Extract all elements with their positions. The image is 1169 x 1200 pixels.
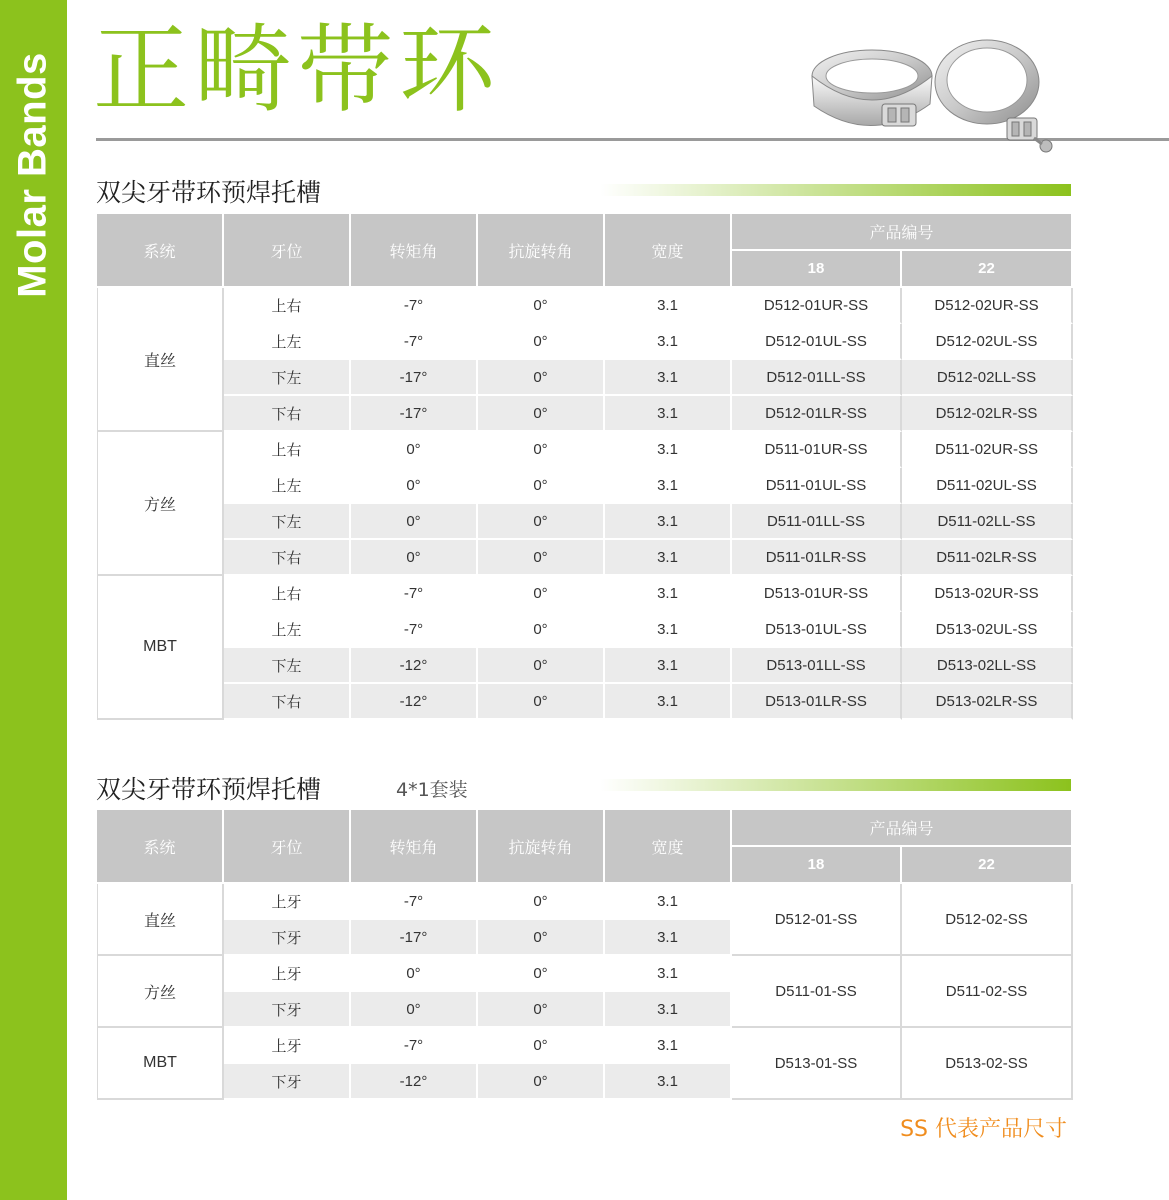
torque-cell: -7° <box>351 1028 478 1064</box>
table-row <box>97 324 1073 360</box>
width-cell: 3.1 <box>605 920 732 956</box>
anti-rotation-cell: 0° <box>478 612 605 648</box>
section2-subtitle: 4*1套装 <box>396 779 468 801</box>
product-code-22-cell: D511-02-SS <box>902 956 1073 1028</box>
product-code-18-cell: D513-01UR-SS <box>732 576 902 612</box>
molar-bands-illustration <box>802 34 1062 164</box>
anti-rotation-cell: 0° <box>478 288 605 324</box>
table-row <box>97 540 1073 576</box>
position-cell: 下牙 <box>224 920 351 956</box>
torque-cell: -7° <box>351 612 478 648</box>
anti-rotation-cell: 0° <box>478 684 605 720</box>
anti-rotation-cell: 0° <box>478 396 605 432</box>
product-code-18-cell: D513-01LL-SS <box>732 648 902 684</box>
table-row <box>97 432 1073 468</box>
size-footnote: SS 代表产品尺寸 <box>900 1117 1067 1142</box>
product-code-22-cell: D513-02LR-SS <box>902 684 1073 720</box>
table-row <box>97 1028 1073 1064</box>
width-cell: 3.1 <box>605 956 732 992</box>
position-cell: 下左 <box>224 648 351 684</box>
width-cell: 3.1 <box>605 468 732 504</box>
section2-accent-bar <box>600 779 1071 791</box>
band-left-icon <box>812 50 932 126</box>
product-code-22-cell: D512-02-SS <box>902 884 1073 956</box>
torque-cell: -17° <box>351 920 478 956</box>
system-cell: 直丝 <box>97 288 224 432</box>
width-cell: 3.1 <box>605 992 732 1028</box>
anti-rotation-cell: 0° <box>478 648 605 684</box>
anti-rotation-cell: 0° <box>478 540 605 576</box>
torque-cell: -12° <box>351 1064 478 1100</box>
system-cell: 方丝 <box>97 432 224 576</box>
header-size-22: 22 <box>902 847 1073 884</box>
header-torque: 转矩角 <box>351 810 478 884</box>
product-code-18-cell: D512-01UR-SS <box>732 288 902 324</box>
section2-table <box>97 810 1073 1100</box>
anti-rotation-cell: 0° <box>478 956 605 992</box>
product-code-22-cell: D512-02UL-SS <box>902 324 1073 360</box>
product-code-18-cell: D512-01-SS <box>732 884 902 956</box>
header-system: 系统 <box>97 214 224 288</box>
width-cell: 3.1 <box>605 884 732 920</box>
header-size-18: 18 <box>732 847 902 884</box>
header-width: 宽度 <box>605 214 732 288</box>
position-cell: 下右 <box>224 540 351 576</box>
product-code-18-cell: D513-01LR-SS <box>732 684 902 720</box>
header-product-code: 产品编号 <box>732 810 1073 847</box>
table-row <box>97 396 1073 432</box>
torque-cell: -17° <box>351 396 478 432</box>
position-cell: 上牙 <box>224 1028 351 1064</box>
band-right-icon <box>935 40 1052 152</box>
width-cell: 3.1 <box>605 540 732 576</box>
product-code-22-cell: D511-02UL-SS <box>902 468 1073 504</box>
header-size-18: 18 <box>732 251 902 288</box>
product-code-22-cell: D513-02UR-SS <box>902 576 1073 612</box>
section1-title: 双尖牙带环预焊托槽 <box>96 178 322 207</box>
product-code-22-cell: D511-02LL-SS <box>902 504 1073 540</box>
torque-cell: -7° <box>351 324 478 360</box>
section1-accent-bar <box>600 184 1071 196</box>
position-cell: 下牙 <box>224 1064 351 1100</box>
header-anti-rotation: 抗旋转角 <box>478 214 605 288</box>
product-code-22-cell: D513-02LL-SS <box>902 648 1073 684</box>
table-row <box>97 648 1073 684</box>
torque-cell: -7° <box>351 576 478 612</box>
position-cell: 上牙 <box>224 956 351 992</box>
product-code-18-cell: D512-01UL-SS <box>732 324 902 360</box>
torque-cell: -12° <box>351 648 478 684</box>
position-cell: 上左 <box>224 468 351 504</box>
width-cell: 3.1 <box>605 324 732 360</box>
header-product-code: 产品编号 <box>732 214 1073 251</box>
position-cell: 上右 <box>224 288 351 324</box>
product-code-22-cell: D512-02LL-SS <box>902 360 1073 396</box>
table-row <box>97 884 1073 920</box>
section2-title: 双尖牙带环预焊托槽 <box>96 775 322 804</box>
torque-cell: 0° <box>351 540 478 576</box>
width-cell: 3.1 <box>605 612 732 648</box>
table-row <box>97 956 1073 992</box>
product-code-22-cell: D511-02LR-SS <box>902 540 1073 576</box>
product-code-18-cell: D511-01LL-SS <box>732 504 902 540</box>
width-cell: 3.1 <box>605 648 732 684</box>
width-cell: 3.1 <box>605 1028 732 1064</box>
width-cell: 3.1 <box>605 360 732 396</box>
product-code-22-cell: D511-02UR-SS <box>902 432 1073 468</box>
header-size-22: 22 <box>902 251 1073 288</box>
side-label: Molar Bands <box>10 52 55 298</box>
position-cell: 上右 <box>224 432 351 468</box>
torque-cell: 0° <box>351 956 478 992</box>
product-code-18-cell: D511-01UL-SS <box>732 468 902 504</box>
table-row <box>97 504 1073 540</box>
anti-rotation-cell: 0° <box>478 576 605 612</box>
width-cell: 3.1 <box>605 1064 732 1100</box>
table-row <box>97 468 1073 504</box>
product-code-22-cell: D513-02-SS <box>902 1028 1073 1100</box>
system-cell: MBT <box>97 1028 224 1100</box>
anti-rotation-cell: 0° <box>478 504 605 540</box>
anti-rotation-cell: 0° <box>478 468 605 504</box>
position-cell: 下左 <box>224 360 351 396</box>
header-position: 牙位 <box>224 214 351 288</box>
product-code-18-cell: D512-01LR-SS <box>732 396 902 432</box>
position-cell: 下右 <box>224 684 351 720</box>
torque-cell: -17° <box>351 360 478 396</box>
width-cell: 3.1 <box>605 396 732 432</box>
system-cell: 方丝 <box>97 956 224 1028</box>
system-cell: MBT <box>97 576 224 720</box>
section1-table <box>97 214 1073 720</box>
side-bar <box>0 0 67 1200</box>
table-row <box>97 288 1073 324</box>
torque-cell: 0° <box>351 504 478 540</box>
table-row <box>97 684 1073 720</box>
torque-cell: -12° <box>351 684 478 720</box>
header-width: 宽度 <box>605 810 732 884</box>
table-row <box>97 576 1073 612</box>
width-cell: 3.1 <box>605 576 732 612</box>
product-code-18-cell: D511-01-SS <box>732 956 902 1028</box>
product-code-22-cell: D512-02LR-SS <box>902 396 1073 432</box>
torque-cell: 0° <box>351 468 478 504</box>
product-code-18-cell: D512-01LL-SS <box>732 360 902 396</box>
torque-cell: -7° <box>351 884 478 920</box>
anti-rotation-cell: 0° <box>478 1028 605 1064</box>
header-system: 系统 <box>97 810 224 884</box>
width-cell: 3.1 <box>605 504 732 540</box>
header-torque: 转矩角 <box>351 214 478 288</box>
torque-cell: 0° <box>351 432 478 468</box>
product-code-22-cell: D513-02UL-SS <box>902 612 1073 648</box>
anti-rotation-cell: 0° <box>478 324 605 360</box>
position-cell: 上左 <box>224 612 351 648</box>
position-cell: 上左 <box>224 324 351 360</box>
product-code-22-cell: D512-02UR-SS <box>902 288 1073 324</box>
position-cell: 下右 <box>224 396 351 432</box>
width-cell: 3.1 <box>605 684 732 720</box>
torque-cell: -7° <box>351 288 478 324</box>
anti-rotation-cell: 0° <box>478 884 605 920</box>
product-code-18-cell: D513-01UL-SS <box>732 612 902 648</box>
header-position: 牙位 <box>224 810 351 884</box>
position-cell: 下左 <box>224 504 351 540</box>
anti-rotation-cell: 0° <box>478 1064 605 1100</box>
product-code-18-cell: D513-01-SS <box>732 1028 902 1100</box>
anti-rotation-cell: 0° <box>478 432 605 468</box>
table-row <box>97 360 1073 396</box>
torque-cell: 0° <box>351 992 478 1028</box>
anti-rotation-cell: 0° <box>478 360 605 396</box>
width-cell: 3.1 <box>605 432 732 468</box>
position-cell: 上牙 <box>224 884 351 920</box>
table-row <box>97 612 1073 648</box>
position-cell: 下牙 <box>224 992 351 1028</box>
product-code-18-cell: D511-01LR-SS <box>732 540 902 576</box>
anti-rotation-cell: 0° <box>478 920 605 956</box>
page-title: 正畸带环 <box>93 14 501 126</box>
system-cell: 直丝 <box>97 884 224 956</box>
product-code-18-cell: D511-01UR-SS <box>732 432 902 468</box>
header-anti-rotation: 抗旋转角 <box>478 810 605 884</box>
anti-rotation-cell: 0° <box>478 992 605 1028</box>
position-cell: 上右 <box>224 576 351 612</box>
width-cell: 3.1 <box>605 288 732 324</box>
